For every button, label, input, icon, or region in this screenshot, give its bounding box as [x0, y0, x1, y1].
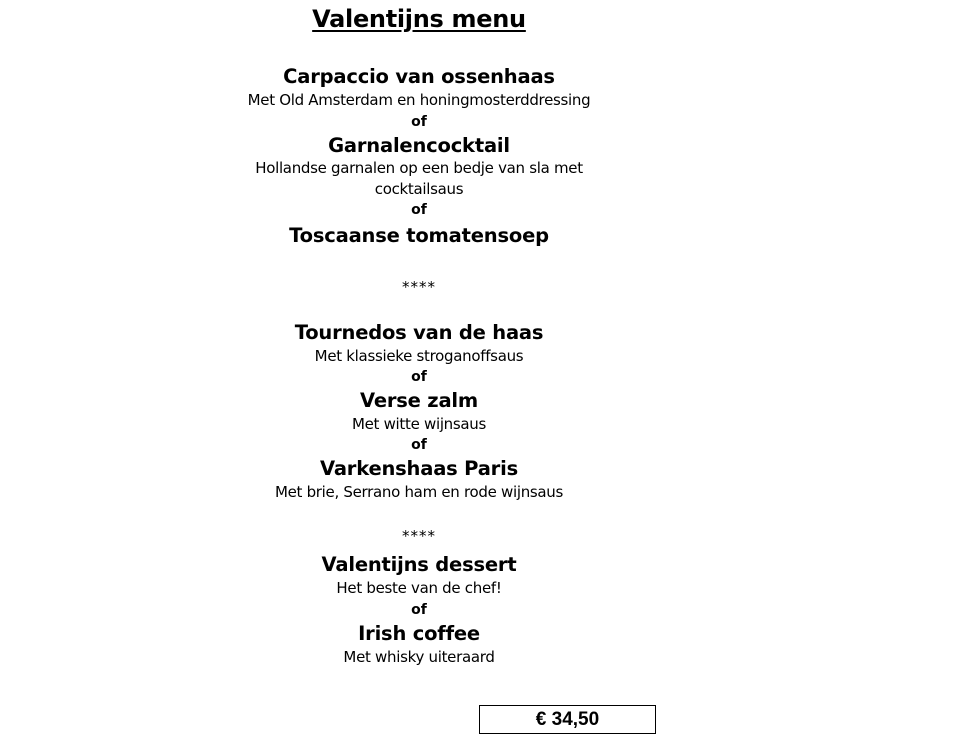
dish-name: Varkenshaas Paris: [320, 457, 518, 480]
menu-price: € 34,50: [535, 709, 600, 730]
or-label: of: [411, 437, 427, 453]
dish-description: Met brie, Serrano ham en rode wijnsaus: [274, 483, 564, 501]
dish-description: Met whisky uiteraard: [343, 648, 495, 666]
dish-description: Hollandse garnalen op een bedje van sla met cocktailsaus: [255, 159, 583, 198]
dish-name: Verse zalm: [360, 389, 478, 412]
course-separator: ****: [402, 278, 436, 296]
dish-name: Carpaccio van ossenhaas: [283, 65, 555, 88]
or-label: of: [411, 202, 427, 218]
course-separator: ****: [402, 527, 436, 545]
or-label: of: [411, 602, 427, 618]
dish-description: Met witte wijnsaus: [351, 415, 487, 433]
dish-description: Met klassieke stroganoffsaus: [314, 347, 524, 365]
or-label: of: [411, 114, 427, 130]
menu-title: Valentijns menu: [312, 5, 526, 33]
dish-name: Tournedos van de haas: [294, 321, 544, 344]
or-label: of: [411, 369, 427, 385]
price-box: [479, 705, 656, 734]
dish-description: Met Old Amsterdam en honingmosterddressing: [247, 91, 591, 109]
dish-name: Toscaanse tomatensoep: [289, 224, 549, 247]
dish-name: Valentijns dessert: [321, 553, 517, 576]
dish-name: Irish coffee: [358, 622, 480, 645]
dish-description: Het beste van de chef!: [336, 579, 502, 597]
dish-name: Garnalencocktail: [328, 134, 510, 157]
